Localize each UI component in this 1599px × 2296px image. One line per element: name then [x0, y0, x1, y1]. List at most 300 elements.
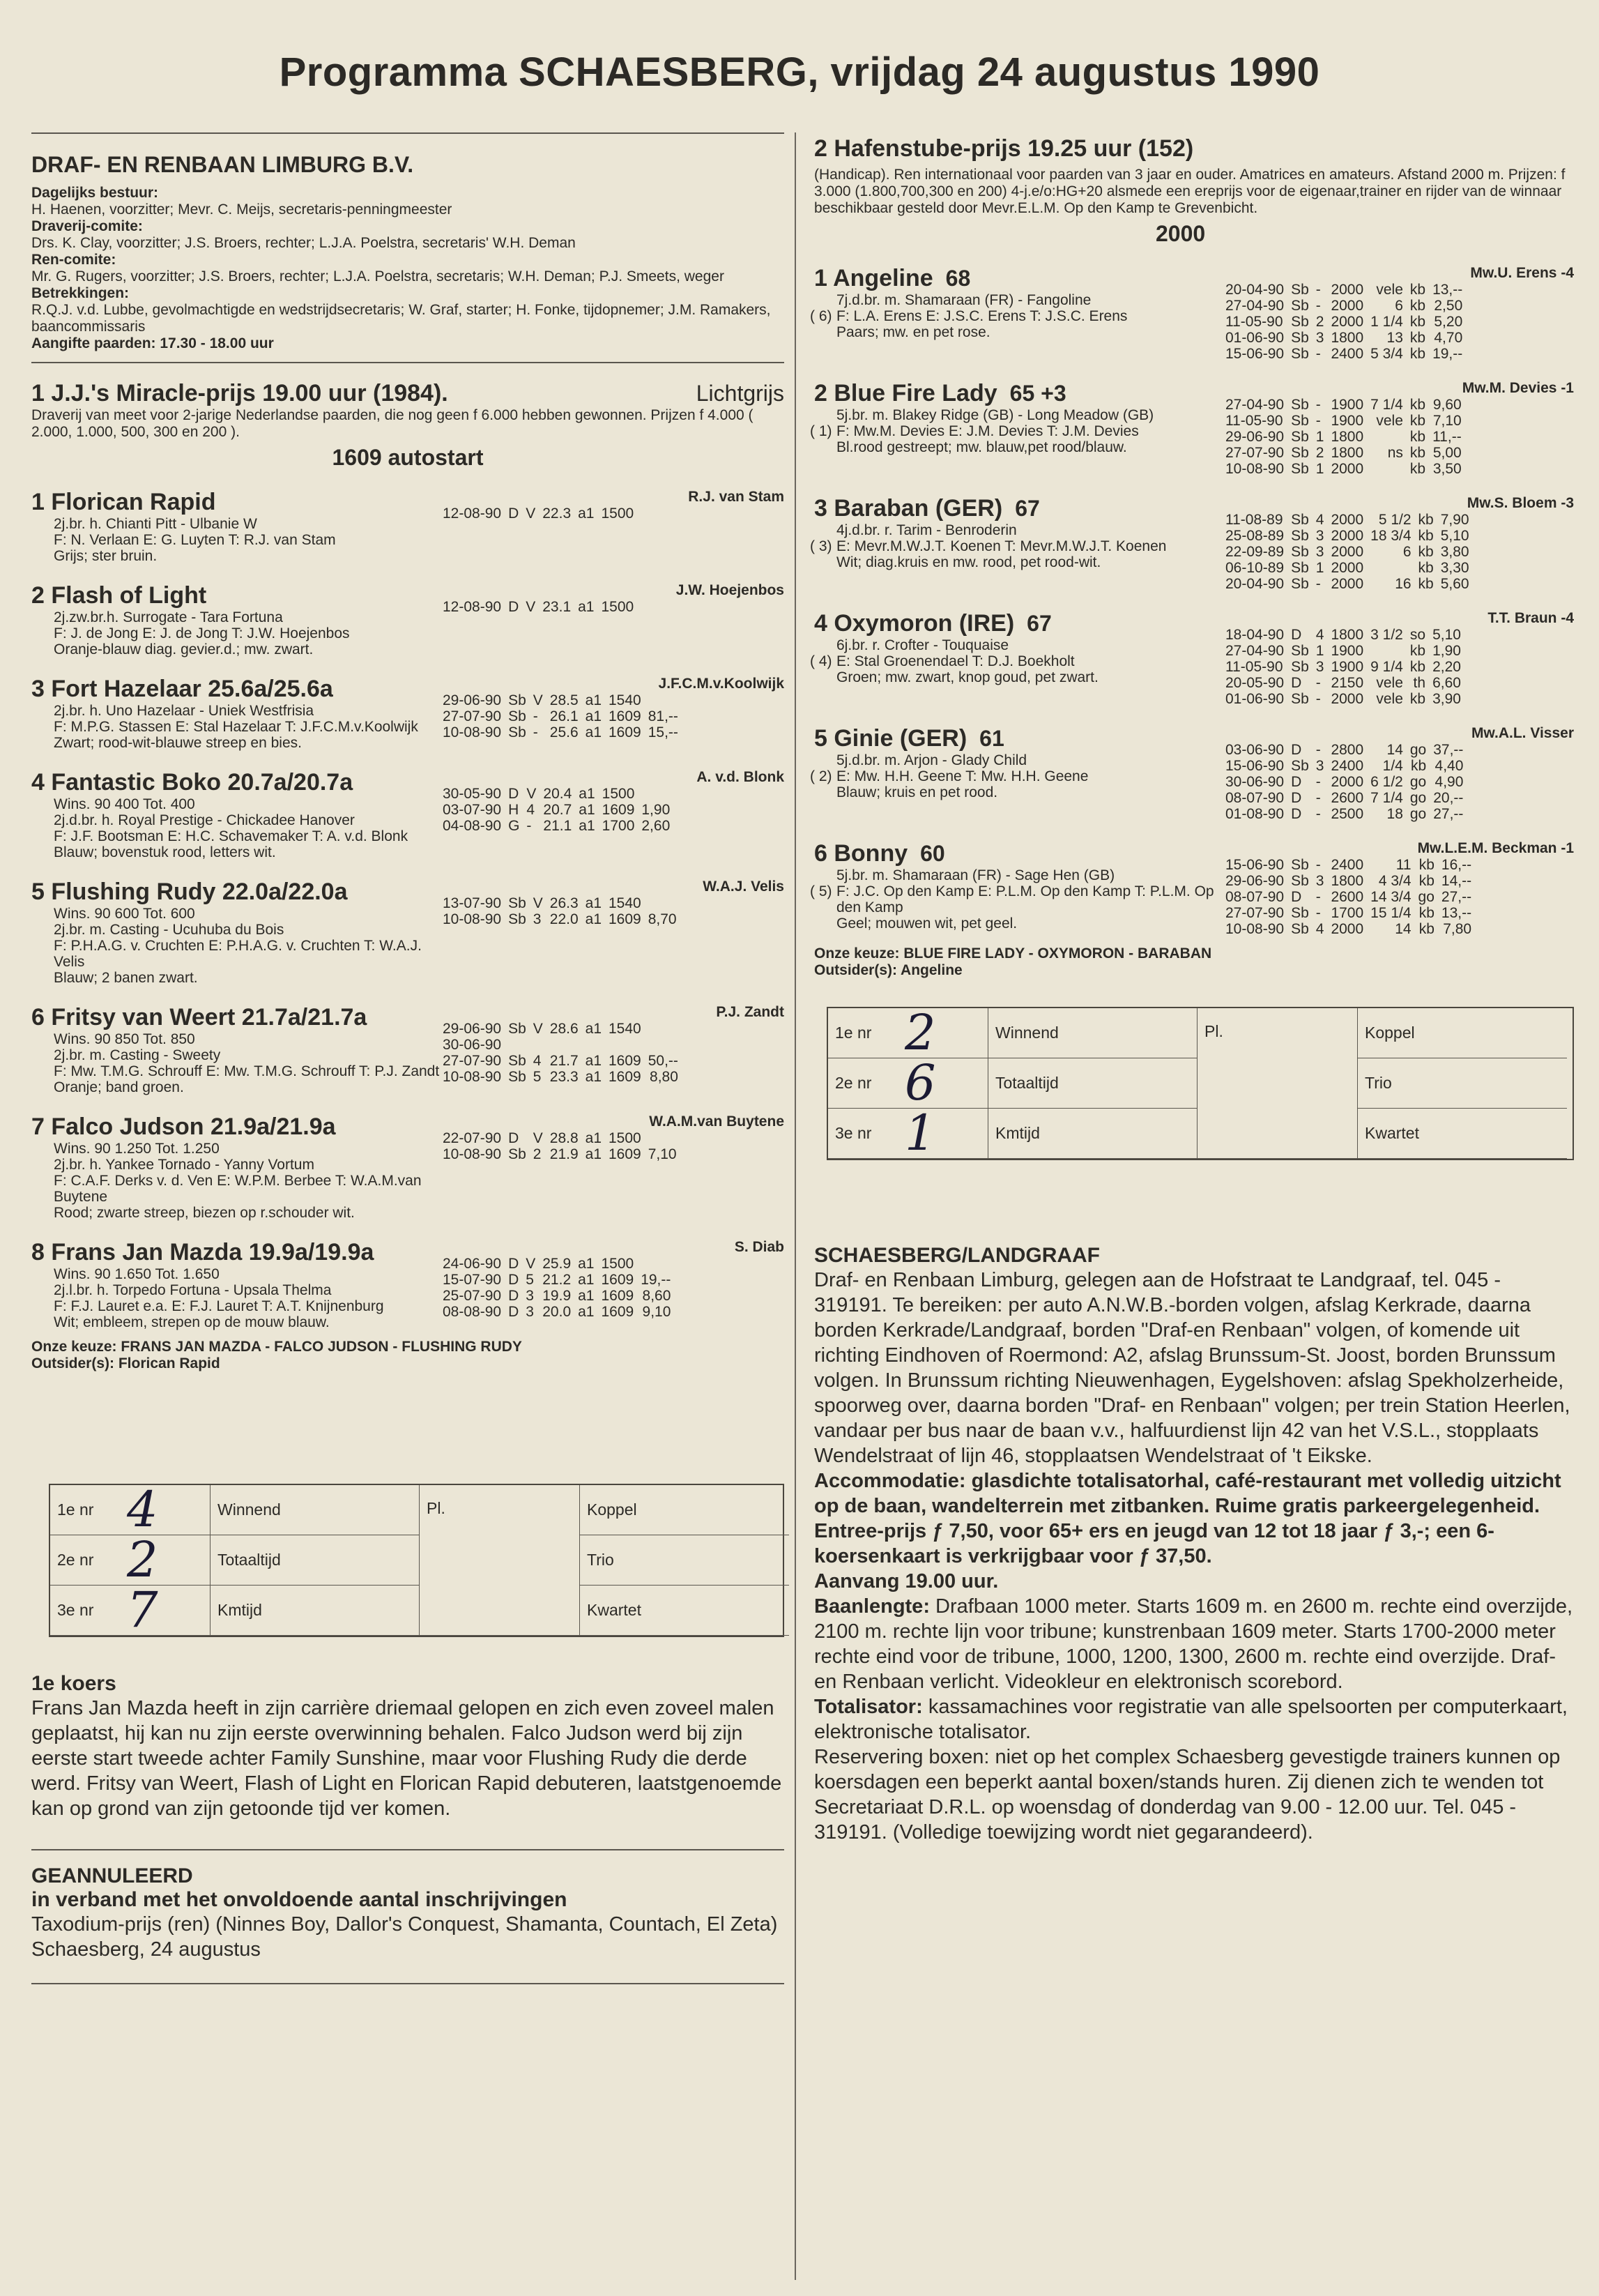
performance-cell: 2: [533, 1146, 542, 1162]
performance-cell: [648, 1130, 684, 1146]
performance-cell: kb: [1409, 461, 1426, 477]
performance-cell: Sb: [1291, 461, 1309, 477]
entry-header: [31, 769, 443, 796]
performance-cell: 19,--: [1432, 346, 1463, 362]
performance-cell: 10-08-90: [443, 1069, 502, 1085]
horse-info-line: Blauw; kruis en pet rood.: [836, 784, 998, 800]
performance-cell: 30-06-90: [1225, 774, 1285, 790]
performance-cell: 26.1: [549, 708, 579, 724]
performance-row: [1225, 921, 1478, 937]
performance-cell: Sb: [1291, 429, 1309, 445]
start-position: ( 6): [810, 308, 832, 324]
performance-cell: 01-06-90: [1225, 691, 1285, 707]
race-entry: [31, 582, 784, 657]
race-entry: [810, 495, 1574, 592]
performance-cell: 21.7: [549, 1053, 579, 1069]
performance-cell: 1500: [601, 1256, 634, 1272]
performance-cell: 10-08-90: [443, 911, 502, 927]
performance-cell: 50,--: [648, 1053, 678, 1069]
performance-cell: 11: [1395, 857, 1411, 873]
performance-cell: a1: [579, 786, 595, 802]
performance-cell: -: [1315, 346, 1321, 362]
performance-cell: Sb: [508, 1146, 526, 1162]
bet-right-label: Kwartet: [1358, 1109, 1567, 1159]
performance-cell: 28.5: [549, 692, 579, 708]
horse-info-line: F: J. de Jong E: J. de Jong T: J.W. Hoejenbos: [54, 625, 350, 641]
start-position: ( 3): [810, 538, 832, 554]
performance-cell: kb: [1409, 659, 1426, 675]
performance-cell: Sb: [508, 911, 526, 927]
performance-cell: 6 1/2: [1370, 774, 1403, 790]
performance-cell: 27-04-90: [1225, 397, 1285, 413]
performance-row: [1225, 528, 1476, 544]
performance-cell: 2400: [1331, 857, 1364, 873]
org-block-label: Dagelijks bestuur:: [31, 185, 159, 201]
performance-cell: a1: [578, 505, 595, 522]
entry-header: [31, 676, 443, 703]
bet-mid-label: Kmtijd: [988, 1109, 1198, 1159]
entry-header: [31, 582, 443, 609]
performance-cell: [648, 895, 684, 911]
info-title: SCHAESBERG/LANDGRAAF: [814, 1244, 1101, 1267]
bet-pl-label: Pl.: [1198, 1008, 1358, 1159]
performance-cell: 5,00: [1432, 445, 1462, 461]
performance-cell: 1609: [609, 724, 641, 740]
performance-cell: 1609: [609, 1146, 641, 1162]
performance-cell: 21.2: [542, 1272, 572, 1288]
entry-details: [810, 840, 1225, 937]
performance-cell: 10-08-90: [443, 724, 502, 740]
entry-header: [814, 495, 1225, 522]
performance-cell: D: [508, 1288, 519, 1304]
performance-cell: D: [508, 786, 519, 802]
horse-name: 4 Fantastic Boko 20.7a/20.7a: [31, 769, 353, 796]
trainer-name: Mw.S. Bloem -3: [1467, 495, 1574, 511]
org-block-label: Aangifte paarden: 17.30 - 18.00 uur: [31, 335, 274, 351]
performance-cell: 28.6: [549, 1021, 579, 1037]
performance-cell: 14,--: [1441, 873, 1472, 889]
performance-cell: -: [1315, 889, 1321, 905]
performance-cell: -: [1315, 806, 1321, 822]
performance-cell: 2: [1315, 445, 1324, 461]
page-title: Programma SCHAESBERG, vrijdag 24 augustus 1990: [279, 50, 1320, 95]
race1-description: Draverij van meet voor 2-jarige Nederlandse paarden, die nog geen f 6.000 hebben gewonnen. Prijzen f 4.000 ( 2.000, 1.000, 500, 300 en 200 ).: [31, 407, 753, 440]
performance-cell: Sb: [1291, 346, 1309, 362]
performance-cell: -: [1315, 774, 1321, 790]
performance-cell: 21.9: [549, 1146, 579, 1162]
performance-cell: [508, 1037, 533, 1053]
performance-table: [443, 895, 684, 927]
performance-cell: 30-06-90: [443, 1037, 502, 1053]
horse-name: 2 Blue Fire Lady: [814, 380, 997, 406]
entry-header: [31, 1239, 443, 1266]
performance-cell: 18-04-90: [1225, 627, 1285, 643]
performance-cell: vele: [1376, 282, 1403, 298]
info-p2: Accommodatie: glasdichte totalisatorhal, café-restaurant met volledig uitzicht op de baan, wandelterrein met zitbanken. Ruime gratis parkeergelegenheid.: [814, 1470, 1561, 1517]
horse-info-line: 6j.br. r. Crofter - Touquaise: [836, 637, 1009, 653]
horse-info: [31, 1141, 443, 1221]
performance-cell: 1700: [602, 818, 635, 834]
performance-cell: D: [1291, 774, 1302, 790]
right-column: [810, 132, 1574, 1845]
horse-info-line: F: M.P.G. Stassen E: Stal Hazelaar T: J.F.C.M.v.Koolwijk: [54, 719, 418, 735]
performance-cell: [648, 692, 685, 708]
performance-cell: a1: [585, 895, 602, 911]
performance-row: [1225, 659, 1468, 675]
bet-row-label: [828, 1104, 988, 1162]
bet-right-label: Trio: [580, 1535, 789, 1586]
performance-cell: V: [533, 895, 543, 911]
org-block-text: Mr. G. Rugers, voorzitter; J.S. Broers, rechter; L.J.A. Poelstra, secretaris; W.H. Deman; P.J. Smeets, weger: [31, 268, 724, 284]
race1-keuze: Onze keuze: FRANS JAN MAZDA - FALCO JUDSON - FLUSHING RUDY: [31, 1339, 522, 1355]
horse-rating: 65 +3: [1009, 381, 1066, 406]
performance-cell: D: [1291, 889, 1302, 905]
performance-cell: 01-08-90: [1225, 806, 1285, 822]
info-p6: [814, 1694, 1574, 1744]
race-entry: [31, 879, 784, 986]
performance-cell: go: [1409, 790, 1427, 806]
performance-cell: 9,60: [1432, 397, 1462, 413]
performance-cell: go: [1409, 742, 1427, 758]
info-p6-label: Totalisator:: [814, 1696, 923, 1718]
performance-row: [443, 818, 677, 834]
entry-performance: [1225, 265, 1574, 362]
org-block: [31, 335, 784, 352]
performance-cell: Sb: [1291, 330, 1309, 346]
entry-performance: [1225, 725, 1574, 822]
start-position: ( 4): [810, 653, 832, 669]
performance-row: [1225, 742, 1470, 758]
performance-row: [1225, 790, 1470, 806]
performance-cell: 27-07-90: [443, 1053, 502, 1069]
performance-cell: 6,60: [1432, 675, 1461, 691]
performance-row: [443, 599, 648, 615]
performance-cell: 1800: [1331, 873, 1364, 889]
race2-description: (Handicap). Ren internationaal voor paarden van 3 jaar en ouder. Amatrices en amateurs. Afstand 2000 m. Prijzen: f 3.000 (1.800,700,300 en 200) 4-j.e/o:HG+20 alsmede een ereprijs voor de eigenaar,trainer en rijder van de winnaar beschikbaar gesteld door Mevr.E.L.M. Op den Kamp te Grevenbicht.: [814, 167, 1566, 216]
performance-row: [1225, 758, 1470, 774]
performance-row: [443, 505, 648, 522]
performance-cell: 1609: [609, 1069, 641, 1085]
performance-cell: D: [508, 599, 519, 615]
race-entry: [31, 1004, 784, 1095]
handwritten-number: 4: [127, 1481, 158, 1538]
performance-cell: vele: [1376, 691, 1403, 707]
performance-cell: 25-07-90: [443, 1288, 502, 1304]
performance-cell: -: [533, 724, 538, 740]
entry-details: [810, 495, 1225, 592]
performance-cell: 1900: [1331, 413, 1364, 429]
performance-cell: 20-05-90: [1225, 675, 1285, 691]
performance-cell: kb: [1418, 873, 1434, 889]
performance-cell: 1800: [1331, 627, 1364, 643]
performance-cell: Sb: [1291, 659, 1309, 675]
performance-cell: 26.3: [549, 895, 579, 911]
horse-info-line: Paars; mw. en pet rose.: [836, 324, 990, 340]
horse-info: [31, 796, 443, 860]
performance-cell: V: [533, 1130, 543, 1146]
performance-cell: 5,10: [1432, 627, 1461, 643]
performance-cell: 1/4: [1382, 758, 1403, 774]
performance-cell: [550, 1037, 586, 1053]
race-entry: [810, 610, 1574, 707]
performance-cell: 1609: [609, 911, 641, 927]
race-entry: [31, 489, 784, 564]
org-block-label: Ren-comite:: [31, 252, 116, 268]
bet-right-label: Koppel: [1358, 1008, 1567, 1058]
performance-row: [443, 1021, 685, 1037]
performance-row: [1225, 774, 1470, 790]
horse-info-line: Oranje; band groen.: [54, 1079, 184, 1095]
performance-cell: 2000: [1331, 528, 1364, 544]
horse-info-line: 2j.br. h. Chianti Pitt - Ulbanie W: [54, 516, 257, 532]
performance-row: [1225, 512, 1476, 528]
bet-row-label: [50, 1481, 211, 1538]
performance-cell: 13-07-90: [443, 895, 502, 911]
performance-cell: 2000: [1331, 691, 1364, 707]
performance-cell: Sb: [1291, 314, 1309, 330]
performance-cell: [641, 599, 648, 615]
performance-cell: 1800: [1331, 445, 1364, 461]
performance-cell: 1540: [609, 895, 641, 911]
bet-row-label-text: 2e nr: [57, 1551, 94, 1569]
performance-table: [443, 599, 648, 615]
performance-cell: kb: [1418, 576, 1434, 592]
horse-info-line: F: F.J. Lauret e.a. E: F.J. Lauret T: A.T. Knijnenburg: [54, 1298, 384, 1314]
performance-cell: Sb: [1291, 857, 1309, 873]
performance-row: [443, 1256, 678, 1272]
entry-details: [31, 879, 443, 986]
race-entry: [31, 769, 784, 860]
performance-cell: G: [508, 818, 520, 834]
entry-header: [31, 1113, 443, 1141]
performance-cell: a1: [585, 692, 602, 708]
horse-info-line: 2j.d.br. h. Royal Prestige - Chickadee Hanover: [54, 812, 355, 828]
geannuleerd-subtitle: in verband met het onvoldoende aantal inschrijvingen: [31, 1888, 567, 1911]
performance-cell: kb: [1418, 905, 1434, 921]
performance-cell: kb: [1411, 758, 1427, 774]
performance-cell: 27-07-90: [443, 708, 502, 724]
performance-table: [443, 1130, 684, 1162]
performance-cell: H: [508, 802, 519, 818]
start-position: ( 2): [810, 768, 832, 784]
performance-cell: 27-07-90: [1225, 905, 1285, 921]
race1-subtitle: 1609 autostart: [332, 445, 484, 470]
performance-cell: 11,--: [1432, 429, 1462, 445]
performance-cell: 8,60: [642, 1288, 671, 1304]
performance-cell: -: [1315, 905, 1321, 921]
performance-row: [1225, 627, 1468, 643]
performance-row: [443, 1288, 678, 1304]
race-entry: [810, 380, 1574, 477]
performance-cell: V: [526, 786, 537, 802]
horse-info: [31, 1266, 443, 1330]
performance-cell: D: [508, 505, 519, 522]
horse-rating: 67: [1027, 611, 1052, 636]
performance-cell: 1700: [1331, 905, 1364, 921]
performance-cell: 23.1: [542, 599, 572, 615]
performance-cell: 1500: [609, 1130, 641, 1146]
performance-cell: 25-08-89: [1225, 528, 1285, 544]
performance-cell: kb: [1409, 691, 1426, 707]
bet-pl-label: Pl.: [420, 1485, 580, 1636]
performance-cell: 12-08-90: [443, 599, 502, 615]
horse-info-line: Wins. 90 600 Tot. 600: [54, 906, 195, 922]
bet-mid-label: Totaaltijd: [988, 1058, 1198, 1109]
performance-cell: [648, 1021, 685, 1037]
horse-name: 7 Falco Judson 21.9a/21.9a: [31, 1113, 336, 1140]
performance-cell: 7,10: [1432, 413, 1462, 429]
performance-cell: 1609: [601, 1288, 634, 1304]
horse-info-line: Rood; zwarte streep, biezen op r.schouder wit.: [54, 1205, 355, 1221]
performance-cell: 3: [533, 911, 542, 927]
performance-cell: 3 1/2: [1370, 627, 1403, 643]
performance-cell: 27-07-90: [1225, 445, 1285, 461]
performance-cell: 22-07-90: [443, 1130, 502, 1146]
horse-name: 4 Oxymoron (IRE): [814, 610, 1015, 637]
performance-cell: 3: [1315, 758, 1324, 774]
rule: [31, 1849, 784, 1850]
rule: [31, 132, 784, 134]
trainer-name: R.J. van Stam: [688, 489, 784, 505]
info-p1: Draf- en Renbaan Limburg, gelegen aan de Hofstraat te Landgraaf, tel. 045 - 319191. Te bereiken: per auto A.N.W.B.-borden volgen, afslag Kerkrade, daarna borden Kerkrade/Landgraaf, borden "Draf-en Renbaan" volgen, of komende uit richting Eindhoven of Roermond: A2, afslag Brunssum-St. Joost, borden Brunssum volgen. In Brunssum richting Nieuwenhagen, Eygelshoven: afslag Spekholzerheide, spoorweg over, daarna borden "Draf- en Renbaan" volgen; per trein Station Heerlen, vandaar per bus naar de baan v.v., halfuurdienst lijn 42 van het V.S.L., stopplaats Wendelstraat of lijn 46, stopplaatsen Wendelstraat of 't Eikske.: [814, 1269, 1570, 1467]
performance-cell: 1900: [1331, 659, 1364, 675]
entry-performance: [1225, 495, 1574, 592]
org-block-text: Drs. K. Clay, voorzitter; J.S. Broers, rechter; L.J.A. Poelstra, secretaris' W.H. Deman: [31, 235, 576, 251]
org-block-label: Betrekkingen:: [31, 285, 130, 301]
performance-cell: -: [1315, 742, 1321, 758]
performance-cell: 21.1: [543, 818, 572, 834]
performance-cell: 1609: [602, 802, 635, 818]
performance-cell: 15,--: [648, 724, 678, 740]
bet-box-race2: [827, 1004, 1574, 1162]
horse-info-line: 2j.br. m. Casting - Sweety: [54, 1047, 221, 1063]
bet-mid-label: Winnend: [211, 1485, 420, 1535]
performance-row: [1225, 643, 1468, 659]
horse-info-line: 5j.d.br. m. Arjon - Glady Child: [836, 752, 1027, 768]
performance-cell: D: [508, 1304, 519, 1320]
horse-info: [810, 407, 1225, 455]
performance-cell: 1800: [1331, 330, 1364, 346]
entry-details: [31, 489, 443, 564]
performance-row: [443, 1069, 685, 1085]
performance-cell: 4: [1315, 512, 1324, 528]
performance-row: [443, 895, 684, 911]
info-p4: Aanvang 19.00 uur.: [814, 1570, 999, 1592]
performance-cell: 2600: [1331, 790, 1364, 806]
horse-info-line: F: L.A. Erens E: J.S.C. Erens T: J.S.C. Erens: [836, 308, 1128, 324]
performance-cell: 1609: [601, 1272, 634, 1288]
entry-performance: [443, 676, 784, 751]
performance-cell: V: [533, 692, 543, 708]
performance-cell: [641, 505, 648, 522]
performance-row: [1225, 691, 1468, 707]
race-entry: [31, 1239, 784, 1330]
performance-cell: Sb: [1291, 512, 1309, 528]
performance-cell: 29-06-90: [1225, 429, 1285, 445]
bet-row-label: [828, 1054, 988, 1111]
performance-cell: 11-08-89: [1225, 512, 1283, 528]
performance-cell: -: [1315, 576, 1321, 592]
bet-row-label: [50, 1581, 211, 1639]
performance-cell: 1500: [601, 505, 634, 522]
entry-header: [814, 610, 1225, 637]
entry-header: [31, 879, 443, 906]
trainer-name: Mw.L.E.M. Beckman -1: [1417, 840, 1574, 856]
bet-row-label-text: 1e nr: [835, 1024, 872, 1042]
performance-cell: 7,80: [1443, 921, 1472, 937]
horse-info-line: 2j.zw.br.h. Surrogate - Tara Fortuna: [54, 609, 283, 625]
performance-cell: a1: [585, 1146, 602, 1162]
performance-cell: 10-08-90: [443, 1146, 502, 1162]
horse-info: [810, 752, 1225, 800]
bet-row-label: [828, 1004, 988, 1061]
performance-cell: -: [1315, 691, 1321, 707]
horse-info-line: F: J.C. Op den Kamp E: P.L.M. Op den Kamp T: P.L.M. Op den Kamp: [836, 883, 1214, 915]
performance-cell: [1370, 643, 1410, 659]
performance-cell: 1,90: [1432, 643, 1461, 659]
performance-cell: 1609: [601, 1304, 634, 1320]
performance-row: [1225, 576, 1476, 592]
horse-info-line: Wins. 90 1.250 Tot. 1.250: [54, 1141, 220, 1157]
performance-table: [1225, 512, 1476, 592]
performance-row: [1225, 397, 1469, 413]
performance-cell: 14: [1395, 921, 1411, 937]
performance-table: [1225, 857, 1478, 937]
entry-details: [810, 265, 1225, 362]
performance-cell: a1: [585, 1130, 602, 1146]
performance-row: [443, 911, 684, 927]
performance-cell: 1 1/4: [1370, 314, 1403, 330]
entry-performance: [443, 489, 784, 564]
performance-cell: [586, 1037, 609, 1053]
performance-cell: a1: [578, 1256, 595, 1272]
performance-row: [1225, 544, 1476, 560]
performance-cell: -: [526, 818, 532, 834]
performance-cell: 20.0: [542, 1304, 572, 1320]
race-entry: [810, 265, 1574, 362]
entry-performance: [1225, 610, 1574, 707]
performance-cell: -: [1315, 675, 1321, 691]
performance-cell: 25.9: [542, 1256, 572, 1272]
performance-table: [443, 1256, 678, 1320]
bet-right-label: Koppel: [580, 1485, 789, 1535]
performance-table: [443, 786, 677, 834]
performance-cell: 15-07-90: [443, 1272, 502, 1288]
horse-info-line: 2j.br. h. Uno Hazelaar - Uniek Westfrisia: [54, 703, 314, 719]
performance-cell: 20-04-90: [1225, 576, 1285, 592]
race1-outsider: Outsider(s): Florican Rapid: [31, 1355, 220, 1371]
bet-row-label-text: 2e nr: [835, 1074, 872, 1092]
entry-performance: [443, 1004, 784, 1095]
horse-info-line: 5j.br. m. Blakey Ridge (GB) - Long Meadow (GB): [836, 407, 1154, 423]
performance-cell: 3,50: [1432, 461, 1462, 477]
performance-cell: D: [1291, 790, 1302, 806]
performance-cell: 25.6: [549, 724, 579, 740]
entry-details: [31, 582, 443, 657]
performance-cell: 1500: [602, 786, 635, 802]
horse-info-line: Wins. 90 400 Tot. 400: [54, 796, 195, 812]
entry-details: [31, 1239, 443, 1330]
horse-name: 3 Fort Hazelaar 25.6a/25.6a: [31, 676, 333, 702]
performance-cell: 37,--: [1433, 742, 1464, 758]
performance-cell: 5,20: [1434, 314, 1463, 330]
performance-cell: 3,90: [1432, 691, 1461, 707]
horse-info: [810, 867, 1225, 932]
trainer-name: Mw.A.L. Visser: [1471, 725, 1574, 741]
performance-cell: 4: [1315, 627, 1324, 643]
performance-cell: 2000: [1331, 298, 1364, 314]
performance-cell: 19,--: [641, 1272, 671, 1288]
